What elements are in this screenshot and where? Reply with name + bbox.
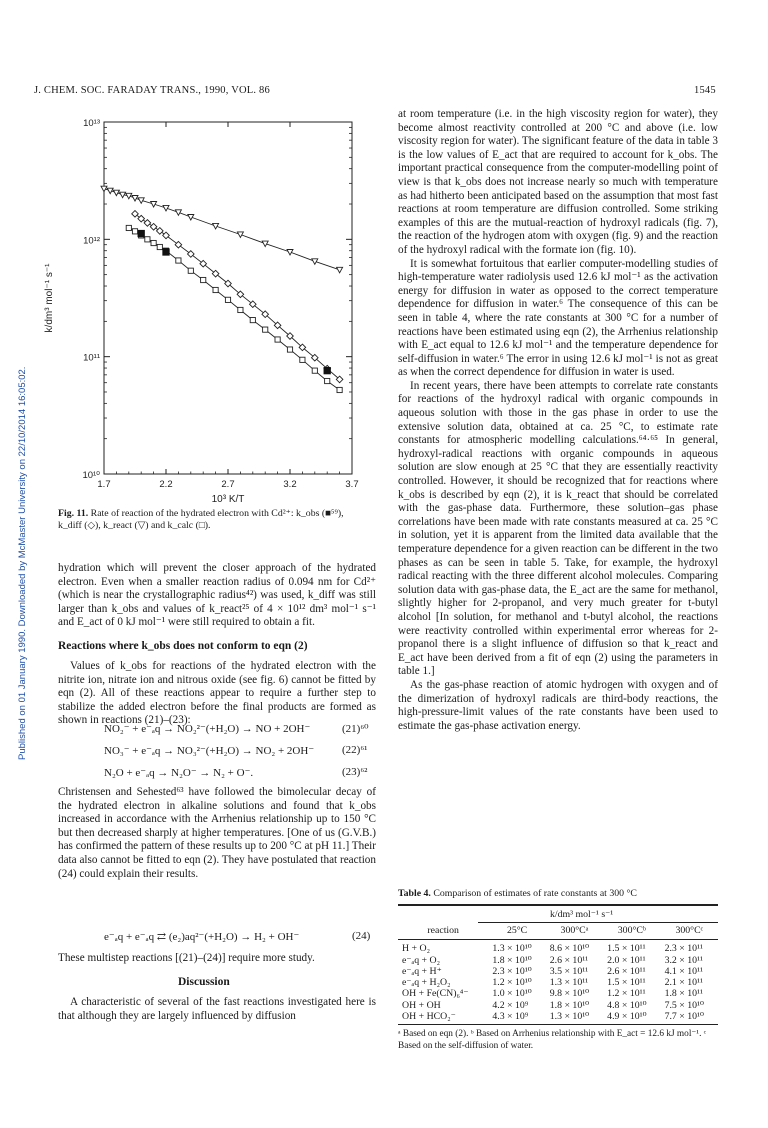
- k-calc-point: [337, 387, 342, 392]
- k-obs-point: [324, 367, 330, 373]
- k-calc-point: [263, 327, 268, 332]
- table-4-title-text: Comparison of estimates of rate constants at 300 °C: [433, 888, 637, 899]
- table-value-cell: 1.3 × 10¹¹: [549, 977, 589, 989]
- table-reaction-cell: OH + OH: [402, 999, 441, 1011]
- k-obs-point: [163, 249, 169, 255]
- equation-24-number: (24): [352, 930, 371, 942]
- k-calc-point: [132, 229, 137, 234]
- series-line-k_calc: [129, 228, 340, 390]
- x-tick-label: 3.7: [345, 479, 359, 490]
- k-calc-point: [250, 317, 255, 322]
- table-value-cell: 4.2 × 10⁹: [492, 999, 529, 1011]
- left-para-block-3: [58, 786, 376, 881]
- table-value-cell: 4.8 × 10¹⁰: [607, 999, 647, 1011]
- k-diff-point: [144, 220, 151, 227]
- table-value-cell: 1.2 × 10¹¹: [607, 988, 646, 1000]
- equation-24: e⁻ₐq + e⁻ₐq ⇄ (e₂)aq²⁻(+H₂O) → H₂ + OH⁻: [104, 931, 300, 943]
- k-calc-point: [176, 258, 181, 263]
- table-value-cell: 1.5 × 10¹¹: [607, 943, 646, 955]
- table-4-title: [398, 888, 718, 900]
- series-line-k_react: [104, 189, 340, 270]
- caption-label: Fig. 11.: [58, 508, 89, 519]
- table-4-grid: [398, 925, 718, 1022]
- table-value-cell: 7.7 × 10¹⁰: [664, 1011, 704, 1023]
- equation-22-number: (22)⁶¹: [342, 744, 368, 756]
- right-column: [398, 108, 718, 733]
- table-value-cell: 7.5 × 10¹⁰: [664, 999, 704, 1011]
- k-calc-point: [145, 237, 150, 242]
- y-axis-label: k/dm³ mol⁻¹ s⁻¹: [44, 263, 55, 333]
- discussion-heading: Discussion: [178, 976, 230, 988]
- right-paragraph-1: at room temperature (i.e. in the high viscosity region for water), they become almost reactivity controlled at 200 °C and above (i.e. low viscosity region for water). The significant feature of the data in table 3 is the low values of E_act that are required to account for k_obs. The important practical consequence from the computer-modelling point of view is that k_obs does not increase nearly so much with temperature as had hitherto been anticipated based on the assumption that most fast reactions at room temperature are diffusion controlled. Some striking examples of this are the mutual-reaction of hydroxyl radicals (fig. 7), the reaction of the hydrogen atom with oxygen (fig. 9) and the reaction of the hydroxyl radical with the formate ion (fig. 10).: [398, 108, 718, 256]
- left-para-block-2: [58, 660, 376, 728]
- table-value-cell: 9.8 × 10¹⁰: [549, 988, 590, 1000]
- k-react-point: [163, 205, 169, 211]
- k-calc-point: [188, 268, 193, 273]
- k-react-point: [126, 193, 132, 199]
- k-calc-point: [287, 347, 292, 352]
- table-value-cell: 4.3 × 10⁹: [492, 1011, 529, 1023]
- download-note: Published on 01 January 1990. Downloaded by McMaster University on 22/10/2014 16:05:02.: [17, 366, 28, 760]
- table-value-cell: 8.6 × 10¹⁰: [549, 943, 590, 955]
- table-header-cell: 300°Cᵇ: [603, 925, 660, 940]
- table-row: [398, 1011, 718, 1022]
- k-obs-point: [138, 230, 144, 236]
- table-header-cell: 300°Cᵃ: [546, 925, 603, 940]
- table-value-cell: 2.6 × 10¹¹: [607, 965, 646, 977]
- k-react-point: [132, 196, 138, 202]
- table-value-cell: 1.2 × 10¹⁰: [492, 977, 532, 989]
- x-tick-label: 2.2: [159, 479, 173, 490]
- y-tick-label: 10¹¹: [83, 352, 100, 364]
- table-value-cell: 3.5 × 10¹¹: [549, 965, 589, 977]
- k-calc-point: [151, 240, 156, 245]
- table-value-cell: 2.3 × 10¹⁰: [492, 965, 532, 977]
- page-number: 1545: [694, 85, 716, 96]
- left-paragraph-4: These multistep reactions [(21)–(24)] require more study.: [58, 952, 315, 964]
- equation-21: NO₂⁻ + e⁻ₐq → NO₂²⁻(+H₂O) → NO + 2OH⁻: [104, 723, 311, 735]
- table-value-cell: 2.6 × 10¹¹: [549, 954, 589, 966]
- left-para-block-5: [58, 996, 376, 1023]
- table-header-row: [398, 925, 718, 940]
- k-calc-point: [126, 225, 131, 230]
- y-tick-label: 10¹⁰: [82, 470, 100, 481]
- table-reaction-cell: e⁻ₐq + H⁺: [402, 965, 442, 977]
- table-value-cell: 1.8 × 10¹¹: [664, 988, 703, 1000]
- table-4-label: Table 4.: [398, 888, 431, 899]
- right-paragraph-3: In recent years, there have been attempts to correlate rate constants for reactions of the hydroxyl radical with organic compounds in aqueous solution with those in the gas phase in order to use the extensive solution data, obtained at ca. 25 °C, to estimate rate constants for atmospheric modelling calculations.⁶⁴·⁶⁵ In general, hydroxyl-radical reactions with organic compounds in aqueous solution are slow enough at 25 °C that they are essentially reactivity controlled. However, it should be recognized that for reactions where k_obs is described by eqn (2), it is k_react that should be correlated with the gas-phase data. Furthermore, these solution–gas phase correlations have been made with rate constants measured at ca. 25 °C in solution, yet it is apparent from the limited data available that the temperature dependence for a given reaction can be different in the two phases as can be seen in table 5. Take, for example, the hydroxyl radical reacting with the three different alcohol molecules. Comparing solution data with gas-phase data, the E_act are the same for methanol, slightly higher for 2-propanol, and very much greater for t-butyl alcohol [In solution, for methanol and t-butyl alcohol, the reactions were reactivity controlled within experimental error whereas for 2-propanol there is a slight influence of diffusion so that k_react and E_act have been derived from a fit of eqn (2) using the parameters in table 1.]: [398, 379, 718, 678]
- k-react-point: [287, 249, 293, 255]
- k-diff-point: [150, 223, 157, 230]
- table-value-cell: 2.1 × 10¹¹: [664, 977, 703, 989]
- k-diff-point: [163, 232, 170, 239]
- table-header-cell: reaction: [398, 925, 488, 940]
- table-value-cell: 2.0 × 10¹¹: [607, 954, 646, 966]
- table-value-cell: 1.3 × 10¹⁰: [492, 943, 532, 955]
- table-value-cell: 4.1 × 10¹¹: [664, 965, 703, 977]
- journal-header: J. CHEM. SOC. FARADAY TRANS., 1990, VOL. 86: [34, 85, 270, 96]
- k-calc-point: [325, 378, 330, 383]
- k-calc-point: [213, 287, 218, 292]
- k-react-point: [262, 241, 268, 247]
- table-value-cell: 1.3 × 10¹⁰: [549, 1011, 590, 1023]
- table-row: [398, 955, 718, 966]
- equation-23: N₂O + e⁻ₐq → N₂O⁻ → N₂ + O⁻.: [104, 767, 254, 779]
- left-paragraph-1: hydration which will prevent the closer approach of the hydrated electron. Even when a smaller reaction radius of 0.094 nm for Cd²⁺ (which is near the crystallographic radius⁴²) was used, k_diff was still larger than k_obs and values of k_react²⁵ of 4 × 10¹² dm³ mol⁻¹ s⁻¹ and E_act of 0 kJ mol⁻¹ were still required to obtain a fit.: [58, 562, 376, 629]
- k-calc-point: [275, 337, 280, 342]
- table-reaction-cell: e⁻ₐq + O₂: [402, 954, 441, 966]
- table-reaction-cell: e⁻ₐq + H₂O₂: [402, 977, 451, 989]
- section-heading: Reactions where k_obs does not conform to eqn (2): [58, 640, 308, 652]
- table-value-cell: 1.8 × 10¹⁰: [492, 954, 532, 966]
- k-react-point: [312, 259, 318, 265]
- side-note-container: [6, 140, 28, 760]
- k-react-point: [213, 223, 219, 229]
- right-paragraph-4: As the gas-phase reaction of atomic hydrogen with oxygen and of the dimerization of hydroxyl radicals are third-body reactions, the high-pressure-limit values of the rate constants have been used to estimate the gas-phase activation energy.: [398, 678, 718, 732]
- k-diff-point: [157, 228, 164, 235]
- k-react-point: [175, 210, 181, 216]
- caption-text: Rate of reaction of the hydrated electron with Cd²⁺: k_obs (■⁵⁹), k_diff (◇), k_react (▽) and k_calc (□).: [58, 508, 344, 531]
- table-row: [398, 988, 718, 999]
- table-value-cell: 2.3 × 10¹¹: [664, 943, 703, 955]
- left-column: [58, 562, 376, 630]
- k-react-point: [237, 232, 243, 238]
- k-calc-point: [225, 297, 230, 302]
- equation-23-number: (23)⁶²: [342, 766, 368, 778]
- k-calc-point: [312, 368, 317, 373]
- table-row: [398, 1000, 718, 1011]
- x-tick-label: 3.2: [283, 479, 297, 490]
- k-calc-point: [201, 277, 206, 282]
- k-react-point: [188, 215, 194, 221]
- figure-11-chart: [34, 108, 374, 508]
- x-tick-label: 2.7: [221, 479, 235, 490]
- equation-21-number: (21)⁶⁰: [342, 723, 369, 735]
- table-row: [398, 966, 718, 977]
- left-paragraph-5: A characteristic of several of the fast reactions investigated here is that although they are largely influenced by diffusion: [58, 996, 376, 1022]
- k-react-point: [337, 267, 343, 273]
- table-row: [398, 977, 718, 988]
- k-calc-point: [238, 307, 243, 312]
- table-reaction-cell: OH + HCO₂⁻: [402, 1011, 456, 1023]
- k-calc-point: [300, 357, 305, 362]
- x-tick-label: 1.7: [97, 479, 111, 490]
- k-calc-point: [157, 244, 162, 249]
- table-4-footnote: ᵃ Based on eqn (2). ᵇ Based on Arrhenius relationship with E_act = 12.6 kJ mol⁻¹. ᶜ Based on the self-diffusion of water.: [398, 1029, 707, 1051]
- table-value-cell: 1.8 × 10¹⁰: [549, 999, 590, 1011]
- x-axis-label: 10³ K/T: [211, 494, 245, 505]
- table-4: [398, 904, 718, 1052]
- left-paragraph-2: Values of k_obs for reactions of the hydrated electron with the nitrite ion, nitrate ion and nitrous oxide (see fig. 6) cannot be fitted by eqn (2). All of these reactions appear to require a further step to stabilize the added electron before the final products are formed as shown in reactions (21)–(23):: [58, 660, 376, 727]
- equation-22: NO₃⁻ + e⁻ₐq → NO₃²⁻(+H₂O) → NO₂ + 2OH⁻: [104, 745, 315, 757]
- k-diff-point: [175, 241, 182, 248]
- y-tick-label: 10¹²: [83, 235, 100, 247]
- table-row: [398, 940, 718, 955]
- table-value-cell: 3.2 × 10¹¹: [664, 954, 703, 966]
- table-header-cell: 25°C: [488, 925, 545, 940]
- left-para-block-4: [58, 952, 376, 966]
- table-reaction-cell: OH + Fe(CN)₆⁴⁻: [402, 988, 469, 1000]
- right-paragraph-2: It is somewhat fortuitous that earlier computer-modelling studies of high-temperature water radiolysis used 12.6 kJ mol⁻¹ as the activation energy for diffusion in water as opposed to the correct temperature dependence for diffusion in water.⁶ The consequence of this can be seen in table 4, where the rate constants at 300 °C for a number of reactions have been estimated using eqn (2), the Arrhenius relationship with E_act equal to 12.6 kJ mol⁻¹ and the temperature dependence for self-diffusion in water.⁶ The error in using 12.6 kJ mol⁻¹ is not as great as when the correct dependence for diffusion in water is used.: [398, 257, 718, 379]
- table-4-unit: k/dm³ mol⁻¹ s⁻¹: [550, 909, 614, 920]
- left-paragraph-3: Christensen and Sehested⁶³ have followed the bimolecular decay of the hydrated electron in alkaline solutions and found that k_obs increased in accordance with the Arrhenius relationship up to 150 °C but then decreased sharply at higher temperatures. [One of us (G.V.B.) has confirmed the pattern of these results up to 200 °C at pH 11.] Their data also cannot be fitted to eqn (2). They have postulated that reaction (24) could explain their results.: [58, 786, 376, 880]
- table-header-cell: 300°Cᶜ: [661, 925, 718, 940]
- figure-caption: [58, 508, 358, 532]
- table-value-cell: 1.5 × 10¹¹: [607, 977, 646, 989]
- table-value-cell: 1.0 × 10¹⁰: [492, 988, 532, 1000]
- table-reaction-cell: H + O₂: [402, 943, 430, 955]
- table-value-cell: 4.9 × 10¹⁰: [607, 1011, 647, 1023]
- y-tick-label: 10¹³: [83, 118, 100, 129]
